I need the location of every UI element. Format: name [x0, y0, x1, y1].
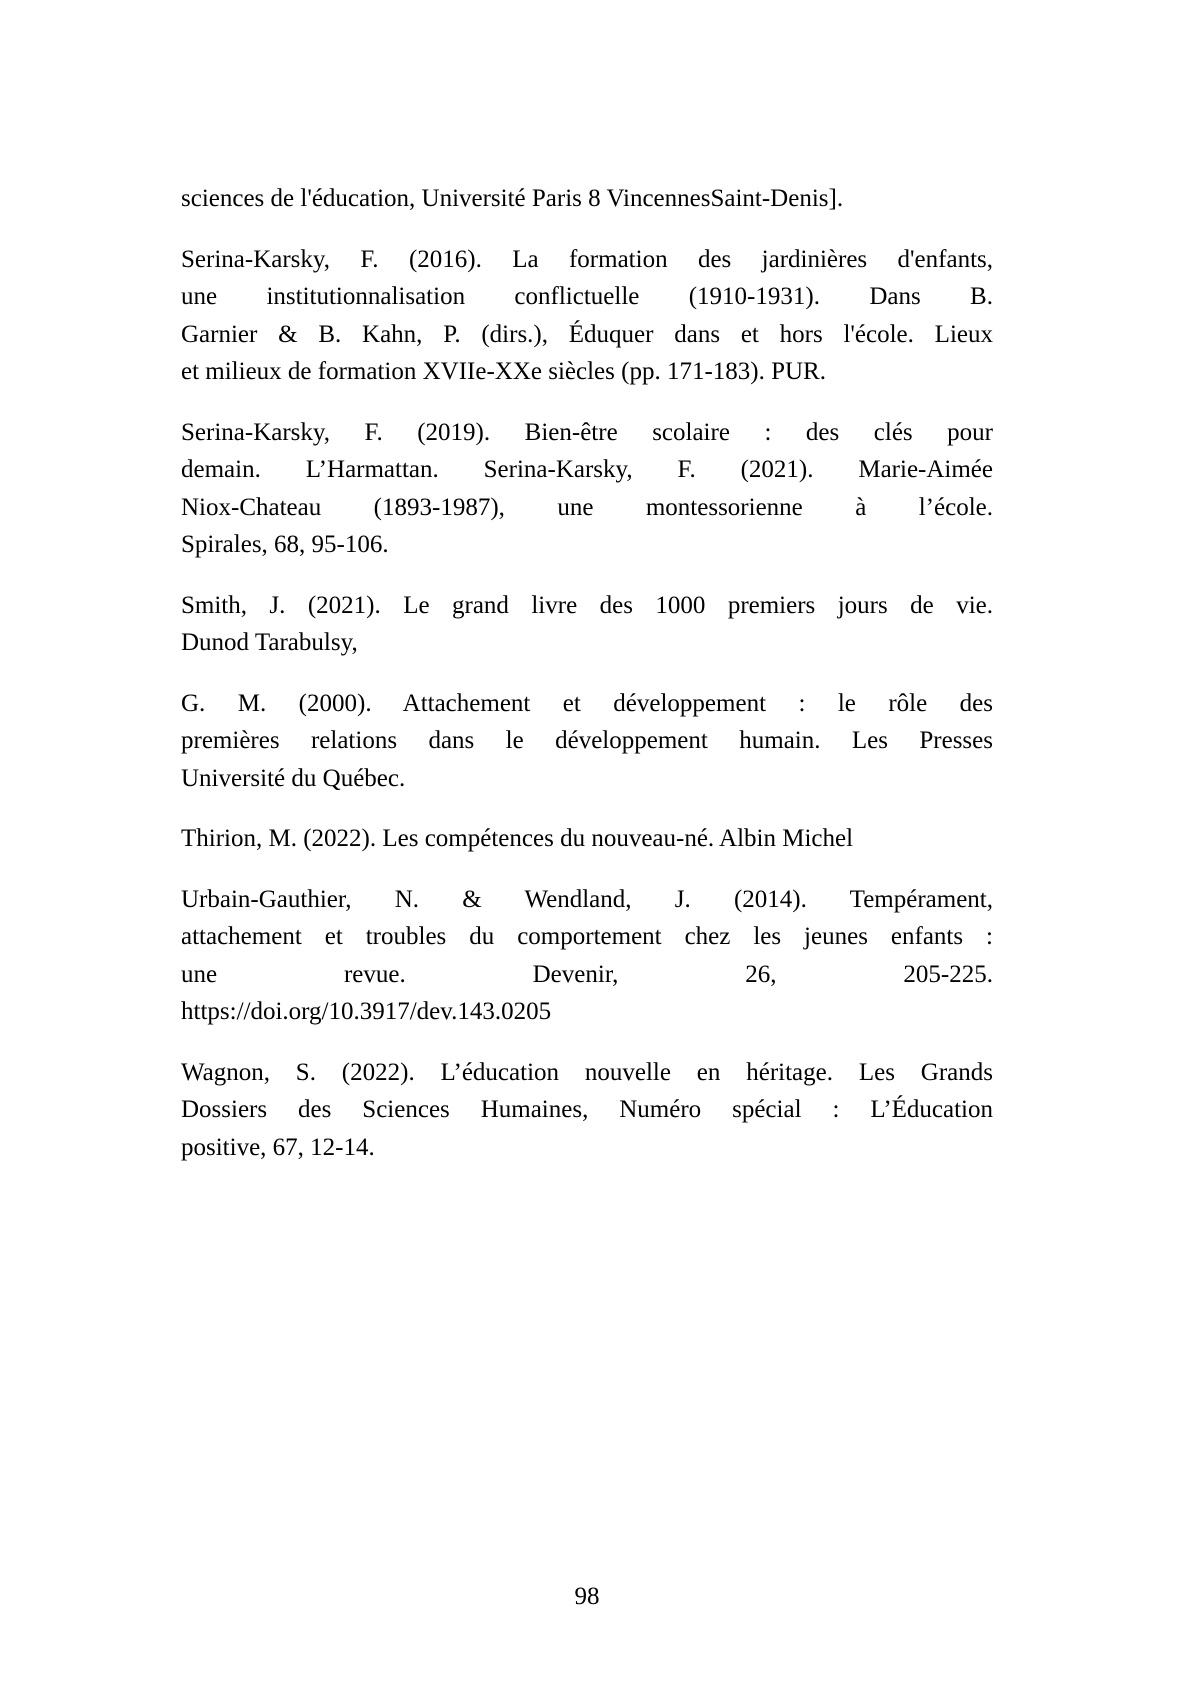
reference-line: attachement et troubles du comportement chez les jeunes enfants :	[181, 923, 993, 950]
reference-line: https://doi.org/10.3917/dev.143.0205	[181, 998, 552, 1025]
reference-line: Smith, J. (2021). Le grand livre des 1000 premiers jours de vie.	[181, 591, 993, 619]
reference-entry	[181, 820, 993, 858]
reference-entry	[181, 1054, 993, 1167]
reference-entry	[181, 414, 993, 564]
reference-line: G. M. (2000). Attachement et développement : le rôle des	[181, 689, 993, 717]
page-number: 98	[574, 1583, 600, 1610]
reference-line: Dunod Tarabulsy,	[181, 629, 358, 656]
references-text-block	[181, 180, 993, 1166]
reference-line: Niox-Chateau (1893-1987), une montessorienne à l’école.	[181, 493, 993, 521]
reference-line: demain. L’Harmattan. Serina-Karsky, F. (2021). Marie-Aimée	[181, 456, 993, 483]
reference-line: sciences de l'éducation, Université Paris 8 VincennesSaint-Denis].	[181, 185, 844, 212]
reference-entry	[181, 685, 993, 798]
reference-line: Urbain-Gauthier, N. & Wendland, J. (2014). Tempérament,	[181, 885, 993, 913]
reference-line: positive, 67, 12-14.	[181, 1133, 375, 1161]
reference-line: Wagnon, S. (2022). L’éducation nouvelle en héritage. Les Grands	[181, 1058, 993, 1086]
reference-line: Dossiers des Sciences Humaines, Numéro spécial : L’Éducation	[181, 1096, 993, 1123]
reference-line: une institutionnalisation conflictuelle (1910-1931). Dans B.	[181, 283, 993, 310]
reference-line: et milieux de formation XVIIe-XXe siècles (pp. 171-183). PUR.	[181, 358, 826, 385]
reference-line: premières relations dans le développement humain. Les Presses	[181, 727, 993, 754]
reference-entry	[181, 180, 993, 218]
reference-entry	[181, 881, 993, 1031]
reference-entry	[181, 241, 993, 391]
reference-line: Spirales, 68, 95-106.	[181, 531, 389, 558]
reference-line: Serina-Karsky, F. (2016). La formation des jardinières d'enfants,	[181, 245, 993, 273]
reference-entry	[181, 587, 993, 662]
reference-line: une revue. Devenir, 26, 205-225.	[181, 960, 993, 988]
reference-line: Garnier & B. Kahn, P. (dirs.), Éduquer dans et hors l'école. Lieux	[181, 320, 993, 348]
reference-line: Université du Québec.	[181, 764, 406, 792]
reference-line: Serina-Karsky, F. (2019). Bien-être scolaire : des clés pour	[181, 418, 993, 446]
reference-line: Thirion, M. (2022). Les compétences du nouveau-né. Albin Michel	[181, 825, 854, 852]
